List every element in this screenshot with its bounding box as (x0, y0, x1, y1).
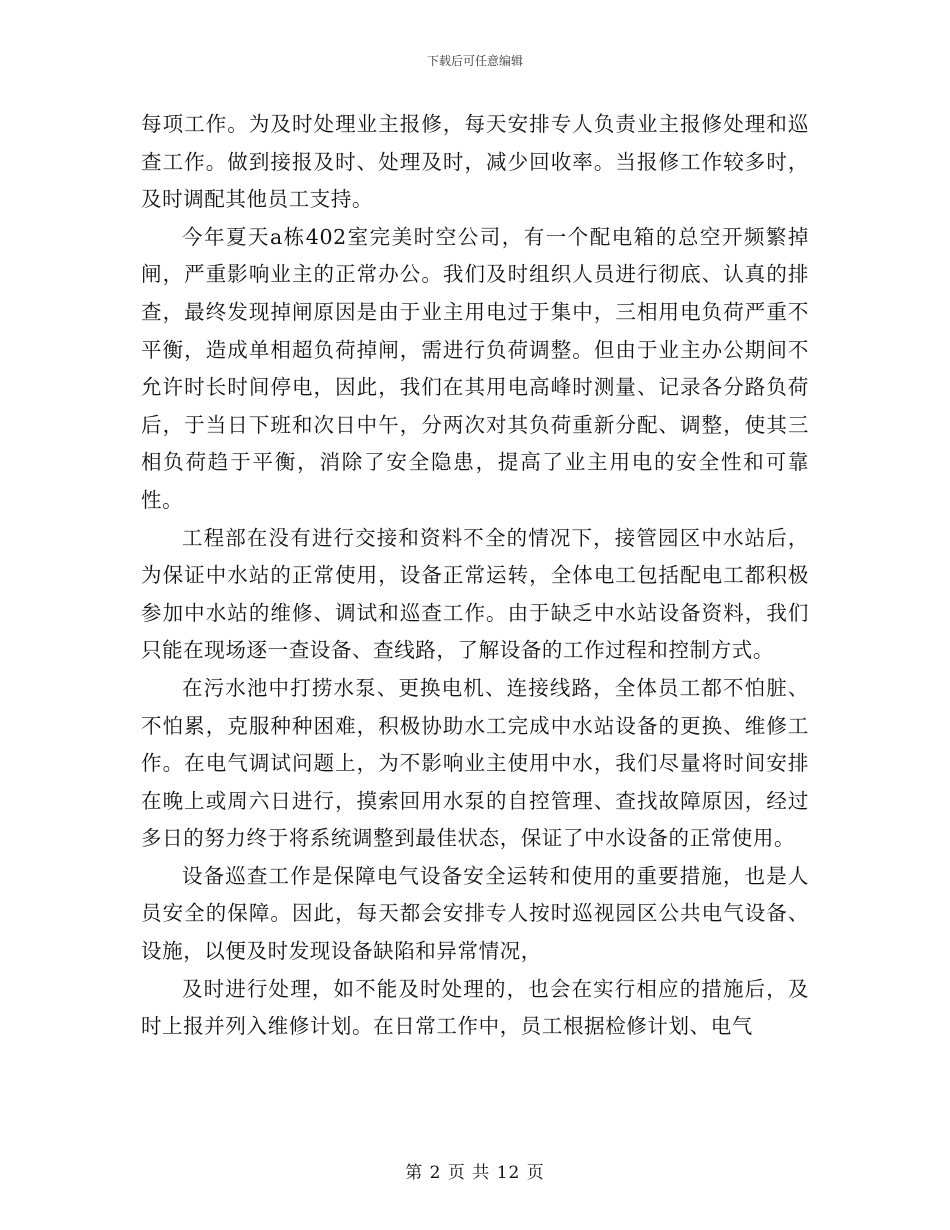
paragraph: 在污水池中打捞水泵、更换电机、连接线路，全体员工都不怕脏、不怕累，克服种种困难，积极协助水工完成中水站设备的更换、维修工作。在电气调试问题上，为不影响业主使用中水，我们尽量将时间安排在晚上或周六日进行，摸索回用水泵的自控管理、查找故障原因，经过多日的努力终于将系统调整到最佳状态，保证了中水设备的正常使用。 (141, 675, 809, 851)
paragraph: 今年夏天a栋402室完美时空公司，有一个配电箱的总空开频繁掉闸，严重影响业主的正常办公。我们及时组织人员进行彻底、认真的排查，最终发现掉闸原因是由于业主用电过于集中，三相用电负荷严重不平衡，造成单相超负荷掉闸，需进行负荷调整。但由于业主办公期间不允许时长时间停电，因此，我们在其用电高峰时测量、记录各分路负荷后，于当日下班和次日中午，分两次对其负荷重新分配、调整，使其三相负荷趋于平衡，消除了安全隐患，提高了业主用电的安全性和可靠性。 (141, 224, 809, 512)
document-body (141, 106, 809, 1046)
paragraph: 及时进行处理，如不能及时处理的，也会在实行相应的措施后，及时上报并列入维修计划。在日常工作中，员工根据检修计划、电气 (141, 976, 809, 1039)
paragraph: 每项工作。为及时处理业主报修，每天安排专人负责业主报修处理和巡查工作。做到接报及时、处理及时，减少回收率。当报修工作较多时，及时调配其他员工支持。 (141, 112, 809, 212)
paragraph: 工程部在没有进行交接和资料不全的情况下，接管园区中水站后，为保证中水站的正常使用，设备正常运转，全体电工包括配电工都积极参加中水站的维修、调试和巡查工作。由于缺乏中水站设备资料，我们只能在现场逐一查设备、查线路，了解设备的工作过程和控制方式。 (141, 525, 809, 663)
page-number: 第 2 页 共 12 页 (405, 1163, 545, 1183)
page-header: 下载后可任意编辑 (426, 54, 523, 68)
paragraph: 设备巡查工作是保障电气设备安全运转和使用的重要措施，也是人员安全的保障。因此，每天都会安排专人按时巡视园区公共电气设备、设施，以便及时发现设备缺陷和异常情况， (141, 863, 809, 964)
